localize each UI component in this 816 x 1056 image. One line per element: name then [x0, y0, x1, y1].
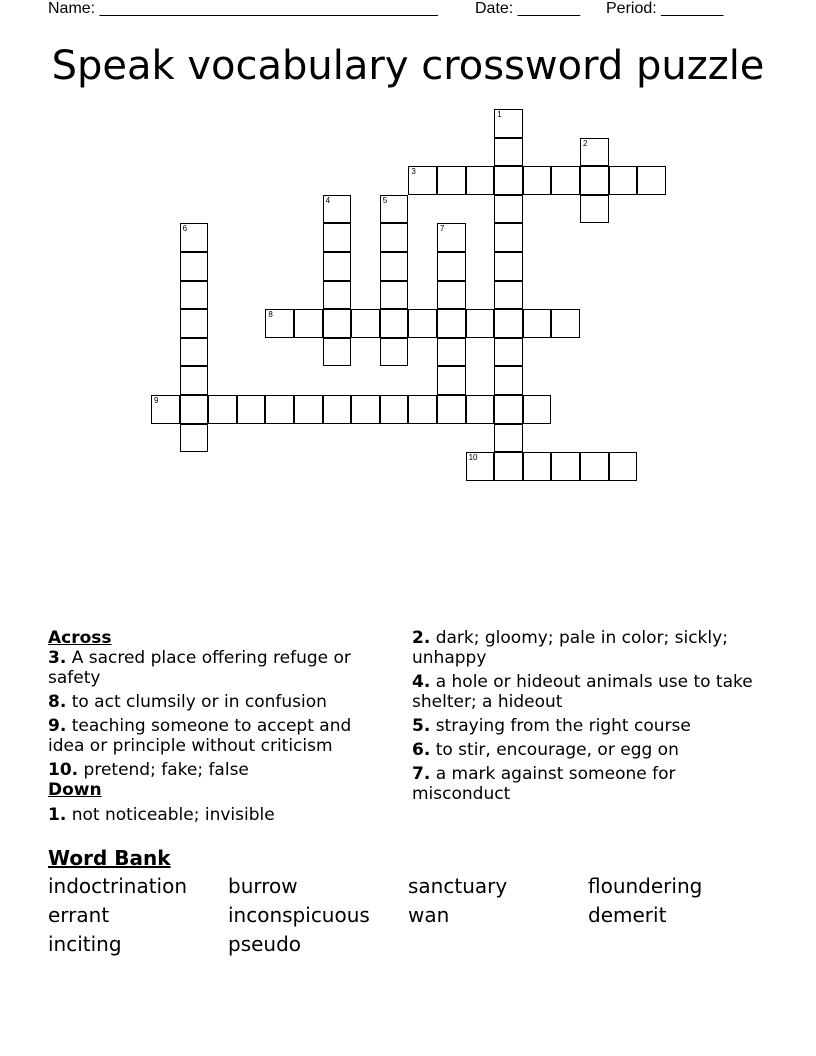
word-bank-item: demerit: [588, 903, 667, 927]
crossword-cell[interactable]: [437, 166, 466, 195]
crossword-cell[interactable]: [494, 309, 523, 338]
clue-across-10: [48, 760, 388, 780]
word-bank-item: indoctrination: [48, 874, 188, 898]
clue-across-8: [48, 692, 388, 712]
clue-across-9: [48, 716, 388, 756]
crossword-cell[interactable]: [437, 338, 466, 367]
clue-text: to act clumsily or in confusion: [71, 692, 327, 712]
crossword-cell[interactable]: [408, 166, 437, 195]
crossword-cell[interactable]: [351, 309, 380, 338]
crossword-cell[interactable]: [380, 309, 409, 338]
crossword-cell[interactable]: [494, 281, 523, 310]
crossword-cell[interactable]: [494, 252, 523, 281]
clues-left-column: [48, 628, 388, 829]
crossword-cell[interactable]: [437, 281, 466, 310]
crossword-cell[interactable]: [523, 395, 552, 424]
crossword-cell[interactable]: [551, 452, 580, 481]
crossword-cell[interactable]: [180, 395, 209, 424]
clue-text: a hole or hideout animals use to take shelter; a hideout: [412, 672, 753, 712]
crossword-cell[interactable]: [580, 166, 609, 195]
crossword-cell[interactable]: [180, 252, 209, 281]
clue-number: 9.: [48, 716, 67, 736]
crossword-cell[interactable]: [180, 366, 209, 395]
crossword-cell[interactable]: [437, 252, 466, 281]
date-field[interactable]: Date: _______: [475, 0, 580, 17]
clue-number-label: 2: [583, 138, 588, 148]
crossword-cell[interactable]: [523, 309, 552, 338]
crossword-cell[interactable]: [494, 452, 523, 481]
crossword-cell[interactable]: [380, 252, 409, 281]
clues-right-column: [412, 628, 772, 808]
word-bank-item: sanctuary: [408, 874, 508, 898]
clue-number-label: 9: [154, 396, 159, 405]
crossword-cell[interactable]: [237, 395, 266, 424]
clue-number-label: 7: [440, 224, 445, 234]
crossword-cell[interactable]: [323, 395, 352, 424]
word-bank-item: errant: [48, 903, 110, 927]
word-bank-item: inconspicuous: [228, 903, 370, 927]
crossword-cell[interactable]: [437, 395, 466, 424]
crossword-cell[interactable]: [294, 309, 323, 338]
crossword-cell[interactable]: [323, 223, 352, 252]
crossword-cell[interactable]: [265, 395, 294, 424]
crossword-cell[interactable]: [180, 223, 209, 252]
crossword-cell[interactable]: [323, 195, 352, 224]
crossword-cell[interactable]: [180, 309, 209, 338]
clue-text: a mark against someone for misconduct: [412, 764, 676, 804]
crossword-cell[interactable]: [380, 338, 409, 367]
word-bank-item: burrow: [228, 874, 298, 898]
crossword-cell[interactable]: [466, 452, 495, 481]
crossword-cell[interactable]: [380, 195, 409, 224]
crossword-cell[interactable]: [609, 452, 638, 481]
crossword-cell[interactable]: [494, 338, 523, 367]
clue-number: 5.: [412, 716, 431, 736]
clue-number-label: 6: [182, 224, 188, 234]
word-bank-item: floundering: [588, 874, 703, 898]
word-bank-item: wan: [408, 903, 450, 927]
crossword-cell[interactable]: [637, 166, 666, 195]
clue-number: 7.: [412, 764, 431, 784]
crossword-cell[interactable]: [208, 395, 237, 424]
crossword-cell[interactable]: [351, 395, 380, 424]
clue-text: pretend; fake; false: [83, 760, 249, 780]
period-field[interactable]: Period: _______: [606, 0, 724, 17]
word-bank-item: pseudo: [228, 932, 302, 956]
crossword-cell[interactable]: [580, 452, 609, 481]
clue-number: 8.: [48, 692, 67, 712]
crossword-cell[interactable]: [580, 195, 609, 224]
clue-number-label: 5: [382, 195, 388, 205]
crossword-cell[interactable]: [494, 166, 523, 195]
crossword-cell[interactable]: [466, 309, 495, 338]
clue-text: straying from the right course: [435, 716, 691, 736]
crossword-cell[interactable]: [609, 166, 638, 195]
crossword-cell[interactable]: [380, 395, 409, 424]
clue-number: 6.: [412, 740, 431, 760]
clue-number: 4.: [412, 672, 431, 692]
crossword-cell[interactable]: [437, 223, 466, 252]
crossword-cell[interactable]: [380, 281, 409, 310]
crossword-cell[interactable]: [180, 338, 209, 367]
crossword-cell[interactable]: [323, 281, 352, 310]
clue-down-6: [412, 740, 772, 760]
name-field[interactable]: Name: ______________________________________: [48, 0, 438, 17]
clue-down-2: [412, 628, 772, 668]
crossword-cell[interactable]: [408, 395, 437, 424]
crossword-cell[interactable]: [180, 424, 209, 453]
clue-number-label: 10: [468, 453, 478, 463]
crossword-cell[interactable]: [494, 395, 523, 424]
crossword-cell[interactable]: [151, 395, 180, 424]
crossword-cell[interactable]: [551, 309, 580, 338]
crossword-cell[interactable]: [323, 309, 352, 338]
clue-text: A sacred place offering refuge or safety: [48, 648, 351, 688]
crossword-cell[interactable]: [494, 195, 523, 224]
crossword-cell[interactable]: [380, 223, 409, 252]
crossword-cell[interactable]: [580, 138, 609, 167]
crossword-cell[interactable]: [494, 109, 523, 138]
clue-down-7: [412, 764, 772, 804]
clue-number-label: 1: [497, 110, 502, 119]
crossword-cell[interactable]: [180, 281, 209, 310]
crossword-cell[interactable]: [494, 138, 523, 167]
crossword-cell[interactable]: [466, 166, 495, 195]
crossword-cell[interactable]: [466, 395, 495, 424]
clue-text: to stir, encourage, or egg on: [435, 740, 679, 760]
clue-number-label: 8: [268, 310, 273, 320]
crossword-cell[interactable]: [494, 366, 523, 395]
crossword-cell[interactable]: [437, 366, 466, 395]
crossword-cell[interactable]: [437, 309, 466, 338]
crossword-cell[interactable]: [494, 424, 523, 453]
clue-number: 10.: [48, 760, 79, 780]
clue-down-4: [412, 672, 772, 712]
clue-text: dark; gloomy; pale in color; sickly; unhappy: [412, 628, 728, 668]
crossword-cell[interactable]: [294, 395, 323, 424]
clue-number-label: 4: [325, 195, 331, 205]
clue-down-1: [48, 805, 388, 825]
clue-down-5: [412, 716, 772, 736]
clue-number: 1.: [48, 805, 67, 825]
clue-text: teaching someone to accept and idea or principle without criticism: [48, 716, 352, 756]
clue-text: not noticeable; invisible: [71, 805, 275, 825]
page-title: Speak vocabulary crossword puzzle: [51, 43, 765, 89]
clue-number: 3.: [48, 648, 67, 668]
word-bank-item: inciting: [48, 932, 122, 956]
crossword-cell[interactable]: [551, 166, 580, 195]
crossword-cell[interactable]: [265, 309, 294, 338]
crossword-cell[interactable]: [494, 223, 523, 252]
clue-across-3: [48, 648, 388, 688]
crossword-cell[interactable]: [323, 252, 352, 281]
across-heading: Across: [48, 628, 112, 648]
crossword-cell[interactable]: [523, 452, 552, 481]
clue-number-label: 3: [411, 167, 416, 177]
crossword-cell[interactable]: [323, 338, 352, 367]
crossword-cell[interactable]: [523, 166, 552, 195]
word-bank: [48, 874, 768, 956]
crossword-cell[interactable]: [408, 309, 437, 338]
word-bank-title: Word Bank: [48, 846, 171, 870]
clue-number: 2.: [412, 628, 431, 648]
down-heading: Down: [48, 780, 102, 800]
